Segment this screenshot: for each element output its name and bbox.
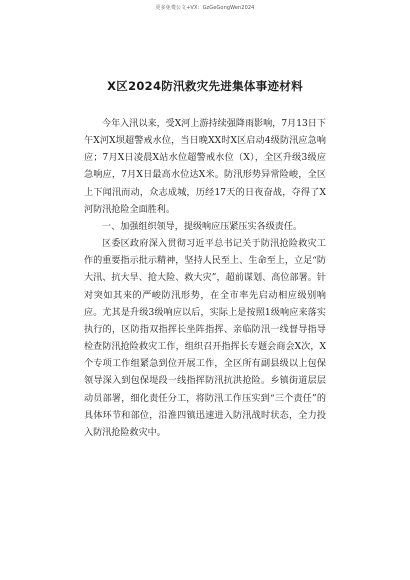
section-heading-1: 一、加强组织领导，提级响应压紧压实各级责任。 bbox=[102, 221, 303, 232]
paragraph-intro: 今年入汛以来，受X河上游持续强降雨影响，7月13日下午X河X坝超警戒水位，当日晚XX时X区启动4级防汛应急响应；7月X日凌晨X站水位超警戒水位（X），全区升级3级应急响应，7月X日最高水位达X米。防汛形势异常险峻，全区上下闻汛而动，众志成城，历经17天的日夜奋战，夺得了X河防汛抢险全面胜利。 bbox=[84, 119, 326, 215]
document-body bbox=[84, 116, 326, 442]
paragraph-section-1: 区委区政府深入贯彻习近平总书记关于防汛抢险救灾工作的重要指示批示精神，坚持人民至上、生命至上，立足“防大汛、抗大旱、抢大险、救大灾”，超前谋划、高位部署。针对突如其来的严峻防汛形势，在全市率先启动相应级别响应。尤其是升级3级响应以后，实际上是按照1级响应来落实执行的，区防指双指挥长坐阵指挥、亲临防汛一线督导指导检查防汛抢险救灾工作，组织召开指挥长专题会商会X次，X个专项工作组紧急到位开展工作，全区所有副县级以上包保领导深入到包保堤段一线指挥防汛抗洪抢险。乡镇街道层层动员部署，细化责任分工，将防汛工作压实到“三个责任”的具体环节和部位，沿淮四镇迅速进入防汛战时状态，全力投入防汛抢险救灾中。 bbox=[84, 239, 326, 438]
header-note: 更多免费公文+VX：GzGeGongWen2024 bbox=[155, 5, 255, 11]
document-title: X区2024防汛救灾先进集体事迹材料 bbox=[107, 79, 303, 93]
